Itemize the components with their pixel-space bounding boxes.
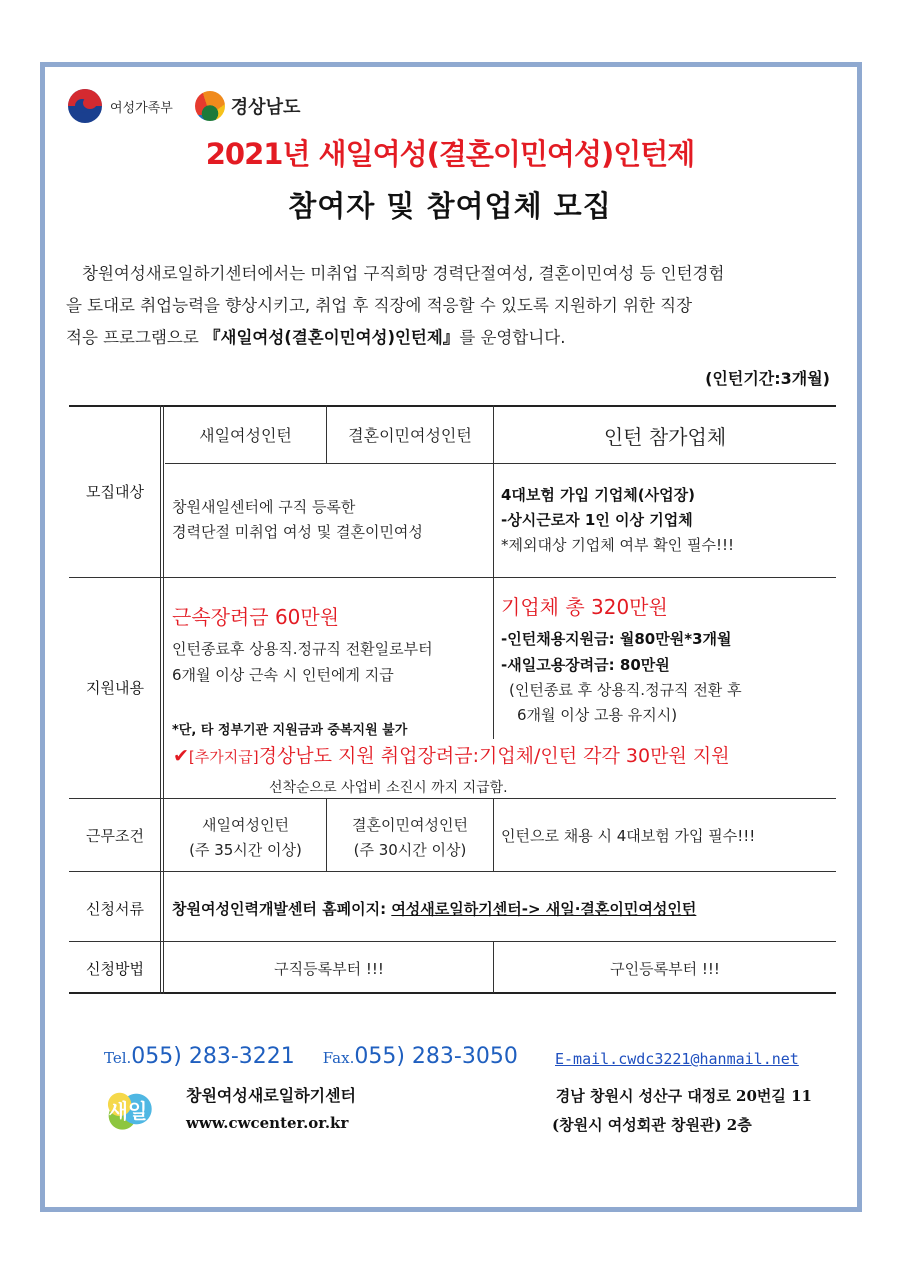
province-name: 경상남도 <box>230 97 301 118</box>
support-left-line1: 인턴종료후 상용직.정규직 전환일로부터 <box>172 640 433 658</box>
documents-link[interactable]: 여성새로일하기센터-> 새일·결혼이민여성인턴 <box>391 900 697 918</box>
row-label-documents: 신청서류 <box>86 900 144 918</box>
extra-sub-note: 선착순으로 사업비 소진시 까지 지급함. <box>269 780 508 796</box>
header-col2: 결혼이민여성인턴 <box>348 426 472 445</box>
recruit-companies <box>501 483 734 558</box>
checkmark-icon: ✔ <box>173 745 189 767</box>
extra-payment <box>173 741 730 768</box>
conditions-col2 <box>327 813 493 863</box>
recruit-left-line2: 경력단절 미취업 여성 및 결혼이민여성 <box>172 523 423 541</box>
intro-paragraph <box>66 258 836 354</box>
intro-line-3-pre: 적응 프로그램으로 <box>66 328 205 347</box>
fax-number: 055) 283-3050 <box>354 1044 518 1069</box>
intro-line-2: 을 토대로 취업능력을 향상시키고, 취업 후 직장에 적응할 수 있도록 지원하기 위한 직장 <box>66 296 693 315</box>
method-right: 구인등록부터 !!! <box>610 960 720 978</box>
intern-period: (인턴기간:3개월) <box>705 369 830 388</box>
conditions-col1 <box>165 813 326 863</box>
conditions-col1-line1: 새일여성인턴 <box>202 816 289 834</box>
row-label-support: 지원내용 <box>86 679 144 697</box>
support-right-line4: 6개월 이상 고용 유지시) <box>517 706 678 724</box>
support-right-line2: -새일고용장려금: 80만원 <box>501 656 670 674</box>
support-left-title: 근속장려금 60만원 <box>172 605 340 629</box>
recruit-right-line3: *제외대상 기업체 여부 확인 필수!!! <box>501 536 734 554</box>
ministry-logo <box>68 89 173 123</box>
ministry-name: 여성가족부 <box>110 100 173 116</box>
row-label-method: 신청방법 <box>86 960 144 978</box>
page-subtitle: 참여자 및 참여업체 모집 <box>288 189 612 223</box>
recruit-interns <box>172 495 423 545</box>
taeguk-icon <box>68 89 102 123</box>
conditions-col3: 인턴으로 채용 시 4대보험 가입 필수!!! <box>501 827 756 845</box>
extra-tag: [추가지급] <box>188 748 259 766</box>
conditions-col1-line2: (주 35시간 이상) <box>189 841 302 859</box>
row-label-conditions: 근무조건 <box>86 827 144 845</box>
province-logo <box>195 91 301 121</box>
tel-number: 055) 283-3221 <box>131 1044 295 1069</box>
support-right-title: 기업체 총 320만원 <box>501 595 668 619</box>
extra-text: 경상남도 지원 취업장려금:기업체/인턴 각각 30만원 지원 <box>258 745 730 767</box>
page-title: 2021년 새일여성(결혼이민여성)인턴제 <box>205 137 695 171</box>
support-right-line3: (인턴종료 후 상용직.정규직 전환 후 <box>509 681 742 699</box>
header-col3: 인턴 참가업체 <box>603 425 727 449</box>
contact-numbers <box>104 1044 518 1069</box>
logo-bar <box>68 86 300 126</box>
gyeongnam-icon <box>195 91 225 121</box>
recruit-right-line1: 4대보험 가입 기업체(사업장) <box>501 486 695 504</box>
info-table <box>69 405 836 994</box>
recruit-right-line2: -상시근로자 1인 이상 기업체 <box>501 511 693 529</box>
fax-label: Fax. <box>322 1049 355 1067</box>
email-link[interactable]: E-mail.cwdc3221@hanmail.net <box>555 1050 799 1068</box>
support-left-note: *단, 타 정부기관 지원금과 중복지원 불가 <box>172 723 408 738</box>
conditions-col2-line2: (주 30시간 이상) <box>353 841 467 859</box>
documents-text <box>172 898 696 919</box>
header-col1: 새일여성인턴 <box>199 426 292 445</box>
documents-text-pre: 창원여성인력개발센터 홈페이지: <box>172 900 392 918</box>
intro-line-3-post: 를 운영합니다. <box>459 328 566 347</box>
logo-text: 새일 <box>108 1098 148 1123</box>
center-name: 창원여성새로일하기센터 <box>186 1086 357 1105</box>
method-left: 구직등록부터 !!! <box>274 960 384 978</box>
program-name: 『새일여성(결혼이민여성)인턴제』 <box>204 328 460 347</box>
address-line2: (창원시 여성회관 창원관) 2층 <box>552 1116 752 1134</box>
conditions-col2-line1: 결혼이민여성인턴 <box>352 816 468 834</box>
support-interns <box>172 601 433 688</box>
saeil-logo-icon <box>100 1086 156 1132</box>
support-companies <box>501 591 742 728</box>
intro-line-3 <box>66 322 836 354</box>
tel-label: Tel. <box>104 1049 132 1067</box>
address-line1: 경남 창원시 성산구 대정로 20번길 11 <box>555 1087 812 1105</box>
support-left-line2: 6개월 이상 근속 시 인턴에게 지급 <box>172 666 394 684</box>
intro-line-1: 창원여성새로일하기센터에서는 미취업 구직희망 경력단절여성, 결혼이민여성 등 인턴경험 <box>82 264 725 283</box>
support-right-line1: -인턴채용지원금: 월80만원*3개월 <box>501 630 732 648</box>
website-link[interactable]: www.cwcenter.or.kr <box>186 1114 349 1132</box>
recruit-left-line1: 창원새일센터에 구직 등록한 <box>172 498 356 516</box>
row-label-recruit: 모집대상 <box>86 483 144 501</box>
